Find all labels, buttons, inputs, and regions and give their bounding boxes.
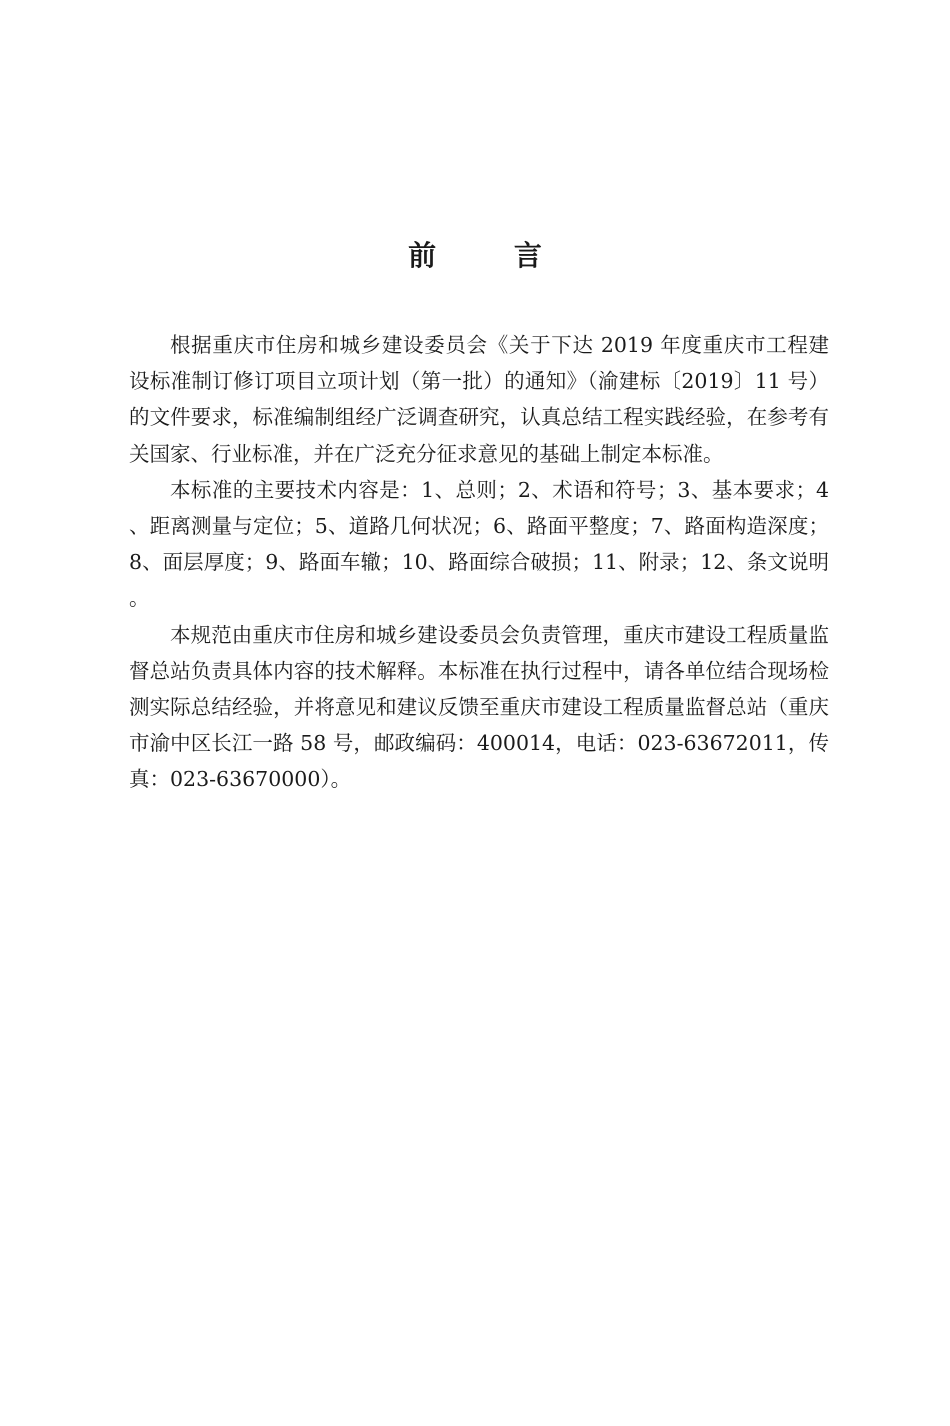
paragraph-management-contact: 本规范由重庆市住房和城乡建设委员会负责管理，重庆市建设工程质量监督总站负责具体内容的技术解释。本标准在执行过程中，请各单位结合现场检测实际总结经验，并将意见和建议反馈至重庆市建设工程质量监督总站（重庆市渝中区长江一路 58 号，邮政编码：400014，电话：023-63672011，传真：023-63670000）。: [129, 622, 829, 792]
paragraph-technical-contents: 本标准的主要技术内容是：1、总则；2、术语和符号；3、基本要求；4、距离测量与定位；5、道路几何状况；6、路面平整度；7、路面构造深度；8、面层厚度；9、路面车辙；10、路面综合破损；11、附录；12、条文说明。: [129, 477, 829, 611]
preface-body: [129, 327, 829, 798]
page-title: 前 言: [408, 239, 576, 272]
paragraph-compilation-basis: 根据重庆市住房和城乡建设委员会《关于下达 2019 年度重庆市工程建设标准制订修订项目立项计划（第一批）的通知》（渝建标〔2019〕11 号）的文件要求，标准编制组经广泛调查研究，认真总结工程实践经验，在参考有关国家、行业标准，并在广泛充分征求意见的基础上制定本标准。: [129, 333, 829, 466]
